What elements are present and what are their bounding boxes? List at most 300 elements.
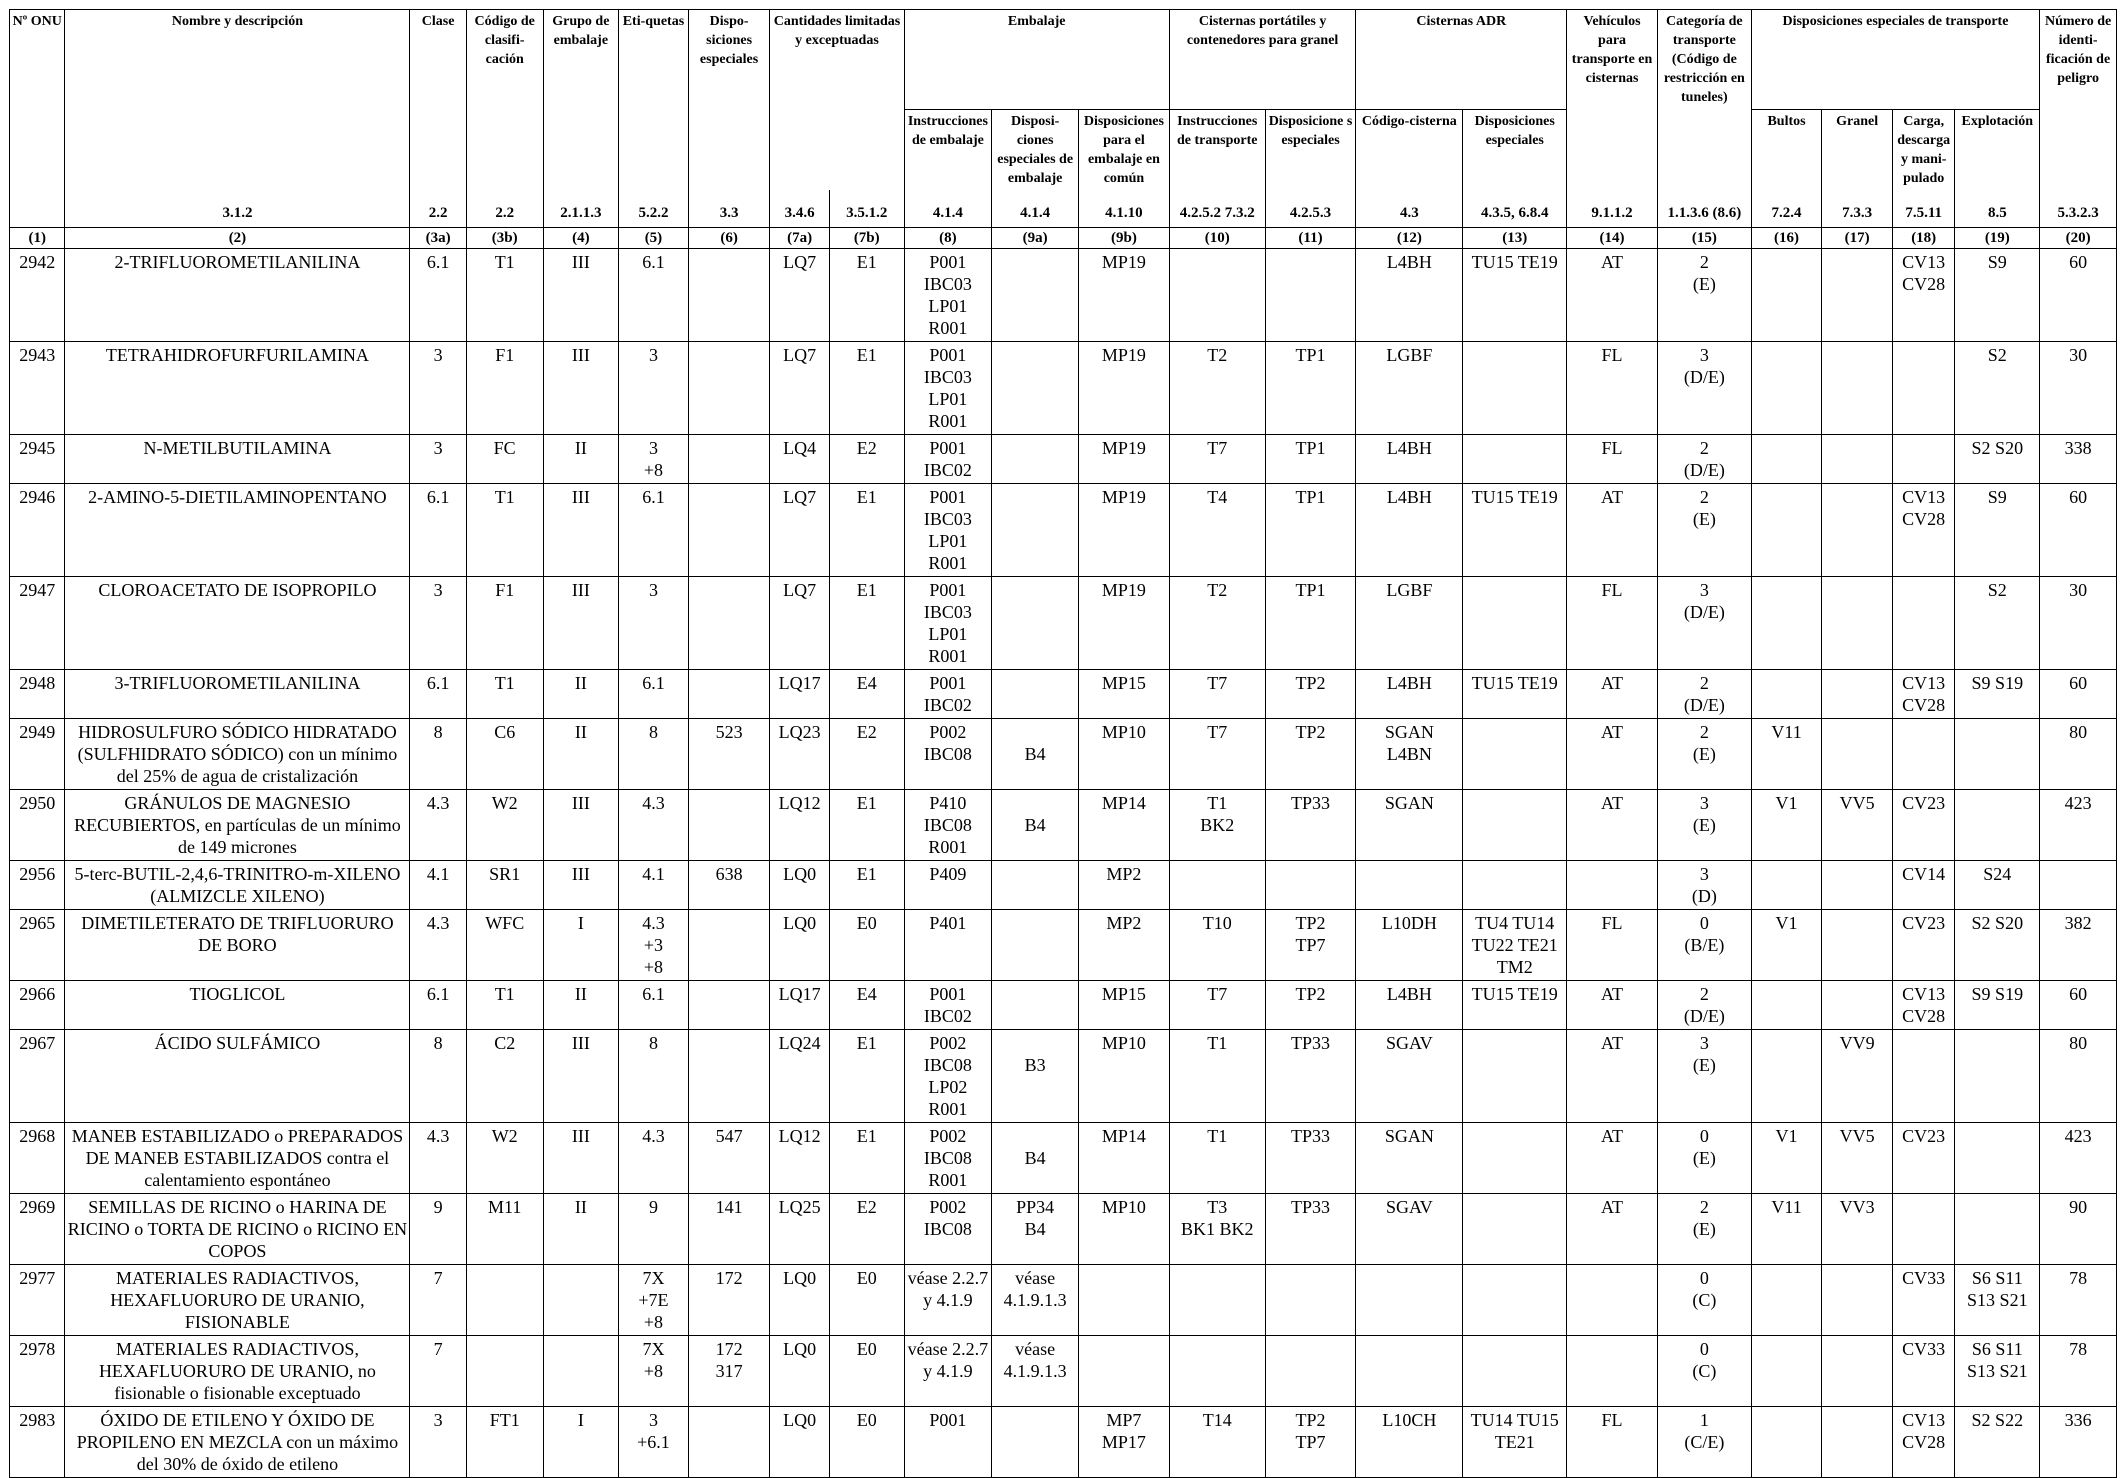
header-reference-cell: 5.3.2.3	[2040, 190, 2117, 228]
table-cell: E2	[829, 719, 904, 790]
table-cell: MP14	[1079, 790, 1170, 861]
table-cell: E0	[829, 1336, 904, 1407]
table-cell: MP14	[1079, 1123, 1170, 1194]
table-cell: I	[543, 1407, 619, 1478]
table-cell: 6.1	[410, 981, 466, 1030]
table-cell	[1822, 719, 1893, 790]
table-cell: T1	[466, 981, 543, 1030]
table-cell: 8	[410, 719, 466, 790]
table-cell: P001 IBC03 LP01 R001	[904, 342, 992, 435]
header-reference-cell: 3.4.6	[770, 190, 830, 228]
table-cell: AT	[1567, 249, 1658, 342]
table-cell: LQ7	[770, 342, 830, 435]
table-cell: TP2 TP7	[1265, 1407, 1356, 1478]
table-cell	[1463, 577, 1567, 670]
table-cell: S9	[1955, 484, 2040, 577]
subheader-tank-code: Código-cisterna	[1356, 109, 1463, 190]
subheader-portable-tank-special-provisions: Disposicione s especiales	[1265, 109, 1356, 190]
table-cell: T10	[1169, 910, 1265, 981]
header-reference-cell: 4.2.5.2 7.3.2	[1169, 190, 1265, 228]
table-cell: véase 2.2.7 y 4.1.9	[904, 1265, 992, 1336]
table-cell: MP7 MP17	[1079, 1407, 1170, 1478]
table-cell: TP2	[1265, 981, 1356, 1030]
header-reference-cell: 4.3	[1356, 190, 1463, 228]
table-cell: III	[543, 484, 619, 577]
table-cell: MP15	[1079, 981, 1170, 1030]
header-reference-cell: 9.1.1.2	[1567, 190, 1658, 228]
table-cell	[1079, 1265, 1170, 1336]
table-cell: 4.3	[619, 790, 689, 861]
table-cell	[992, 861, 1079, 910]
header-labels: Eti-quetas	[619, 10, 689, 110]
table-cell: 172	[688, 1265, 770, 1336]
table-cell: VV3	[1822, 1194, 1893, 1265]
table-row	[10, 1265, 2117, 1336]
table-cell: AT	[1567, 1123, 1658, 1194]
table-row	[10, 1407, 2117, 1478]
table-cell: III	[543, 1030, 619, 1123]
table-cell	[1892, 435, 1955, 484]
table-cell: TU15 TE19	[1463, 484, 1567, 577]
table-cell: 0 (C)	[1657, 1265, 1751, 1336]
table-cell	[688, 435, 770, 484]
table-cell: 172 317	[688, 1336, 770, 1407]
column-number-cell: (17)	[1822, 228, 1893, 249]
table-cell: CV13 CV28	[1892, 1407, 1955, 1478]
table-cell: 4.1	[619, 861, 689, 910]
table-cell: 338	[2040, 435, 2117, 484]
table-cell: P409	[904, 861, 992, 910]
table-cell: 3	[410, 1407, 466, 1478]
table-cell: LGBF	[1356, 577, 1463, 670]
table-cell	[1892, 1194, 1955, 1265]
table-cell: LQ12	[770, 790, 830, 861]
table-cell	[1463, 1336, 1567, 1407]
table-cell	[1751, 1030, 1822, 1123]
table-cell: 4.1	[410, 861, 466, 910]
table-cell: I	[543, 910, 619, 981]
table-row	[10, 861, 2117, 910]
table-cell	[688, 1407, 770, 1478]
table-cell	[1892, 1030, 1955, 1123]
table-cell: V11	[1751, 1194, 1822, 1265]
table-cell: TP33	[1265, 1030, 1356, 1123]
table-cell: TP1	[1265, 342, 1356, 435]
table-row	[10, 577, 2117, 670]
table-cell: 2 (E)	[1657, 249, 1751, 342]
table-cell: CV14	[1892, 861, 1955, 910]
column-number-cell: (16)	[1751, 228, 1822, 249]
table-cell: E1	[829, 484, 904, 577]
table-cell: LQ17	[770, 981, 830, 1030]
table-cell: T7	[1169, 719, 1265, 790]
table-cell: E1	[829, 577, 904, 670]
table-cell: FC	[466, 435, 543, 484]
column-number-cell: (1)	[10, 228, 65, 249]
table-cell: E1	[829, 249, 904, 342]
table-cell: E1	[829, 861, 904, 910]
table-cell: MP19	[1079, 249, 1170, 342]
table-cell: P002 IBC08 LP02 R001	[904, 1030, 992, 1123]
column-number-cell: (3b)	[466, 228, 543, 249]
table-cell: T4	[1169, 484, 1265, 577]
table-row	[10, 249, 2117, 342]
table-cell: III	[543, 577, 619, 670]
table-cell	[1463, 1030, 1567, 1123]
table-cell: TP1	[1265, 577, 1356, 670]
table-cell	[1356, 1336, 1463, 1407]
header-reference-cell: 4.3.5, 6.8.4	[1463, 190, 1567, 228]
table-cell: 2 (E)	[1657, 1194, 1751, 1265]
table-cell: II	[543, 719, 619, 790]
table-cell: 80	[2040, 719, 2117, 790]
table-cell	[1751, 577, 1822, 670]
table-cell: 3	[410, 577, 466, 670]
header-name-description: Nombre y descripción	[65, 10, 410, 110]
column-number-cell: (10)	[1169, 228, 1265, 249]
table-cell	[1751, 1407, 1822, 1478]
table-cell: CV13 CV28	[1892, 249, 1955, 342]
table-cell: LQ4	[770, 435, 830, 484]
table-cell	[1955, 790, 2040, 861]
subheader-mixed-packing-provisions: Disposiciones para el embalaje en común	[1079, 109, 1170, 190]
table-cell: S9	[1955, 249, 2040, 342]
subheader-operation: Explotación	[1955, 109, 2040, 190]
un-number-cell: 2946	[10, 484, 65, 577]
table-cell	[543, 1336, 619, 1407]
table-cell: 3 (D/E)	[1657, 577, 1751, 670]
table-cell: CV33	[1892, 1336, 1955, 1407]
header-reference-cell: 1.1.3.6 (8.6)	[1657, 190, 1751, 228]
table-cell: TP33	[1265, 1123, 1356, 1194]
table-cell: 3	[410, 342, 466, 435]
subheader-loading-unloading: Carga, descarga y mani-pulado	[1892, 109, 1955, 190]
table-cell: F1	[466, 577, 543, 670]
table-cell: 141	[688, 1194, 770, 1265]
table-cell	[1955, 719, 2040, 790]
table-cell	[1822, 577, 1893, 670]
table-cell	[1751, 484, 1822, 577]
table-row	[10, 670, 2117, 719]
table-cell: 2 (D/E)	[1657, 981, 1751, 1030]
un-number-cell: 2956	[10, 861, 65, 910]
table-cell: T2	[1169, 342, 1265, 435]
substance-name-cell: CLOROACETATO DE ISOPROPILO	[65, 577, 410, 670]
table-cell	[1463, 1265, 1567, 1336]
header-special-transport-provisions: Disposiciones especiales de transporte	[1751, 10, 2039, 110]
table-cell: V1	[1751, 790, 1822, 861]
table-cell	[1567, 1265, 1658, 1336]
table-cell: TP2	[1265, 719, 1356, 790]
table-cell: S24	[1955, 861, 2040, 910]
table-cell: P002 IBC08 R001	[904, 1123, 992, 1194]
table-cell	[1169, 249, 1265, 342]
un-number-cell: 2949	[10, 719, 65, 790]
table-row	[10, 981, 2117, 1030]
table-row	[10, 1194, 2117, 1265]
table-cell	[688, 670, 770, 719]
table-cell	[1463, 1123, 1567, 1194]
table-cell	[1567, 1336, 1658, 1407]
table-cell: LQ0	[770, 1265, 830, 1336]
table-cell: CV23	[1892, 910, 1955, 981]
table-cell	[992, 670, 1079, 719]
table-cell: LQ7	[770, 249, 830, 342]
table-cell: II	[543, 670, 619, 719]
table-cell: LQ0	[770, 1407, 830, 1478]
table-cell: CV13 CV28	[1892, 484, 1955, 577]
table-cell: FL	[1567, 342, 1658, 435]
table-cell	[1751, 861, 1822, 910]
column-number-cell: (5)	[619, 228, 689, 249]
table-cell	[1169, 1336, 1265, 1407]
header-reference-cell: 2.2	[466, 190, 543, 228]
table-cell: 0 (C)	[1657, 1336, 1751, 1407]
table-cell: E0	[829, 1265, 904, 1336]
header-reference-cell: 2.2	[410, 190, 466, 228]
table-cell: CV23	[1892, 790, 1955, 861]
table-cell	[1822, 1336, 1893, 1407]
table-cell: 1 (C/E)	[1657, 1407, 1751, 1478]
table-cell	[1892, 342, 1955, 435]
table-cell: 2 (E)	[1657, 719, 1751, 790]
header-reference-cell: 2.1.1.3	[543, 190, 619, 228]
table-cell: 7	[410, 1336, 466, 1407]
substance-name-cell: GRÁNULOS DE MAGNESIO RECUBIERTOS, en partículas de un mínimo de 149 micrones	[65, 790, 410, 861]
table-cell: E4	[829, 981, 904, 1030]
table-cell	[1751, 1265, 1822, 1336]
column-number-cell: (20)	[2040, 228, 2117, 249]
table-cell: TP2	[1265, 670, 1356, 719]
table-cell: 4.3	[619, 1123, 689, 1194]
substance-name-cell: TIOGLICOL	[65, 981, 410, 1030]
table-cell: FL	[1567, 577, 1658, 670]
table-cell: AT	[1567, 1194, 1658, 1265]
header-transport-category: Categoría de transporte (Código de restricción en tuneles)	[1657, 10, 1751, 110]
table-cell: B4	[992, 1123, 1079, 1194]
table-cell: 8	[619, 1030, 689, 1123]
table-cell: T3 BK1 BK2	[1169, 1194, 1265, 1265]
column-number-cell: (4)	[543, 228, 619, 249]
column-number-cell: (9a)	[992, 228, 1079, 249]
table-cell: CV23	[1892, 1123, 1955, 1194]
table-cell: W2	[466, 790, 543, 861]
table-cell: S2 S20	[1955, 910, 2040, 981]
table-cell	[1356, 1265, 1463, 1336]
header-reference-cell: 5.2.2	[619, 190, 689, 228]
table-cell: E1	[829, 1123, 904, 1194]
substance-name-cell: TETRAHIDROFURFURILAMINA	[65, 342, 410, 435]
subheader-portable-tank-instructions: Instrucciones de transporte	[1169, 109, 1265, 190]
table-cell: véase 2.2.7 y 4.1.9	[904, 1336, 992, 1407]
table-row	[10, 435, 2117, 484]
table-cell: L10DH	[1356, 910, 1463, 981]
column-number-cell: (14)	[1567, 228, 1658, 249]
table-cell: 423	[2040, 790, 2117, 861]
table-cell	[1751, 435, 1822, 484]
table-cell: S9 S19	[1955, 981, 2040, 1030]
table-cell: MP19	[1079, 577, 1170, 670]
subheader-packing-instructions: Instrucciones de embalaje	[904, 109, 992, 190]
table-cell: 336	[2040, 1407, 2117, 1478]
substance-name-cell: HIDROSULFURO SÓDICO HIDRATADO (SULFHIDRATO SÓDICO) con un mínimo del 25% de agua de cristalización	[65, 719, 410, 790]
table-cell	[1265, 861, 1356, 910]
column-number-cell: (8)	[904, 228, 992, 249]
table-cell: 6.1	[410, 670, 466, 719]
table-cell: MP19	[1079, 435, 1170, 484]
table-cell: 2 (D/E)	[1657, 670, 1751, 719]
table-row	[10, 1123, 2117, 1194]
column-number-cell: (7a)	[770, 228, 830, 249]
table-cell: E1	[829, 342, 904, 435]
table-cell: TP1	[1265, 484, 1356, 577]
table-cell: E0	[829, 1407, 904, 1478]
table-cell: 4.3	[410, 1123, 466, 1194]
table-cell: LQ24	[770, 1030, 830, 1123]
table-row	[10, 1030, 2117, 1123]
un-number-cell: 2945	[10, 435, 65, 484]
table-cell: 382	[2040, 910, 2117, 981]
table-cell: 7	[410, 1265, 466, 1336]
table-cell: 30	[2040, 577, 2117, 670]
table-cell: TP2 TP7	[1265, 910, 1356, 981]
column-number-cell: (9b)	[1079, 228, 1170, 249]
table-cell	[466, 1336, 543, 1407]
table-cell: V1	[1751, 1123, 1822, 1194]
table-cell: 2 (D/E)	[1657, 435, 1751, 484]
table-cell	[1822, 981, 1893, 1030]
table-cell: T1	[1169, 1123, 1265, 1194]
table-cell	[992, 910, 1079, 981]
column-number-cell: (6)	[688, 228, 770, 249]
header-reference-cell: 4.1.10	[1079, 190, 1170, 228]
table-cell: III	[543, 1123, 619, 1194]
substance-name-cell: MANEB ESTABILIZADO o PREPARADOS DE MANEB ESTABILIZADOS contra el calentamiento espontáneo	[65, 1123, 410, 1194]
table-cell: P001 IBC03 LP01 R001	[904, 484, 992, 577]
table-cell	[1463, 719, 1567, 790]
table-cell: T7	[1169, 670, 1265, 719]
table-cell: II	[543, 1194, 619, 1265]
header-class: Clase	[410, 10, 466, 110]
table-cell: P001	[904, 1407, 992, 1478]
table-cell	[1822, 435, 1893, 484]
table-cell: TU14 TU15 TE21	[1463, 1407, 1567, 1478]
table-cell: 30	[2040, 342, 2117, 435]
un-number-cell: 2969	[10, 1194, 65, 1265]
table-cell: 60	[2040, 670, 2117, 719]
table-cell	[1169, 1265, 1265, 1336]
table-cell	[1892, 577, 1955, 670]
table-cell	[1463, 342, 1567, 435]
table-cell: 80	[2040, 1030, 2117, 1123]
table-cell: 523	[688, 719, 770, 790]
header-classification-code: Código de clasifi-cación	[466, 10, 543, 110]
column-number-cell: (7b)	[829, 228, 904, 249]
subheader-adr-tank-special-provisions: Disposiciones especiales	[1463, 109, 1567, 190]
un-number-cell: 2983	[10, 1407, 65, 1478]
table-cell	[1356, 861, 1463, 910]
header-reference-cell: 7.3.3	[1822, 190, 1893, 228]
table-cell	[1751, 249, 1822, 342]
table-cell: S2	[1955, 577, 2040, 670]
table-cell: TU4 TU14 TU22 TE21 TM2	[1463, 910, 1567, 981]
dangerous-goods-table	[9, 9, 2117, 1478]
table-cell: 6.1	[619, 484, 689, 577]
table-cell: SGAN	[1356, 1123, 1463, 1194]
header-reference-cell: 3.1.2	[65, 190, 410, 228]
table-cell: S9 S19	[1955, 670, 2040, 719]
table-cell	[992, 484, 1079, 577]
substance-name-cell: SEMILLAS DE RICINO o HARINA DE RICINO o TORTA DE RICINO o RICINO EN COPOS	[65, 1194, 410, 1265]
table-cell: LQ7	[770, 577, 830, 670]
table-cell: L4BH	[1356, 670, 1463, 719]
table-cell: T1	[466, 670, 543, 719]
table-cell: LQ12	[770, 1123, 830, 1194]
substance-name-cell: 5-terc-BUTIL-2,4,6-TRINITRO-m-XILENO (ALMIZCLE XILENO)	[65, 861, 410, 910]
table-cell	[1751, 981, 1822, 1030]
table-cell: 7X +8	[619, 1336, 689, 1407]
table-cell: SGAN	[1356, 790, 1463, 861]
table-row	[10, 719, 2117, 790]
table-cell: 90	[2040, 1194, 2117, 1265]
table-cell: 6.1	[410, 249, 466, 342]
table-cell: 638	[688, 861, 770, 910]
table-cell: C2	[466, 1030, 543, 1123]
un-number-cell: 2977	[10, 1265, 65, 1336]
table-cell	[1751, 1336, 1822, 1407]
table-cell: 2 (E)	[1657, 484, 1751, 577]
table-cell: 4.3	[410, 910, 466, 981]
un-number-cell: 2942	[10, 249, 65, 342]
table-cell: P001 IBC03 LP01 R001	[904, 249, 992, 342]
table-cell	[1955, 1194, 2040, 1265]
table-cell: E2	[829, 435, 904, 484]
table-cell: LQ25	[770, 1194, 830, 1265]
table-cell	[1822, 670, 1893, 719]
table-cell: SGAV	[1356, 1030, 1463, 1123]
substance-name-cell: ÓXIDO DE ETILENO Y ÓXIDO DE PROPILENO EN MEZCLA con un máximo del 30% de óxido de etileno	[65, 1407, 410, 1478]
header-reference-cell: 3.3	[688, 190, 770, 228]
table-cell: T1	[466, 249, 543, 342]
table-cell	[466, 1265, 543, 1336]
table-cell: VV5	[1822, 1123, 1893, 1194]
table-cell: P001 IBC02	[904, 670, 992, 719]
table-cell: E4	[829, 670, 904, 719]
un-number-cell: 2967	[10, 1030, 65, 1123]
table-cell: S2 S22	[1955, 1407, 2040, 1478]
table-cell: 8	[410, 1030, 466, 1123]
header-reference-cell: 7.5.11	[1892, 190, 1955, 228]
table-cell: P002 IBC08	[904, 719, 992, 790]
table-cell: MP10	[1079, 719, 1170, 790]
table-row	[10, 1336, 2117, 1407]
table-cell: 547	[688, 1123, 770, 1194]
table-cell: 3 (D)	[1657, 861, 1751, 910]
table-cell	[688, 484, 770, 577]
table-cell	[1822, 910, 1893, 981]
table-cell	[688, 249, 770, 342]
table-cell	[1265, 1265, 1356, 1336]
table-cell: T1	[1169, 1030, 1265, 1123]
column-number-cell: (15)	[1657, 228, 1751, 249]
table-cell: P410 IBC08 R001	[904, 790, 992, 861]
table-cell: 7X +7E +8	[619, 1265, 689, 1336]
document-page	[9, 9, 2117, 1474]
table-cell: véase 4.1.9.1.3	[992, 1265, 1079, 1336]
table-cell	[688, 577, 770, 670]
table-cell	[2040, 861, 2117, 910]
table-cell: L4BH	[1356, 249, 1463, 342]
